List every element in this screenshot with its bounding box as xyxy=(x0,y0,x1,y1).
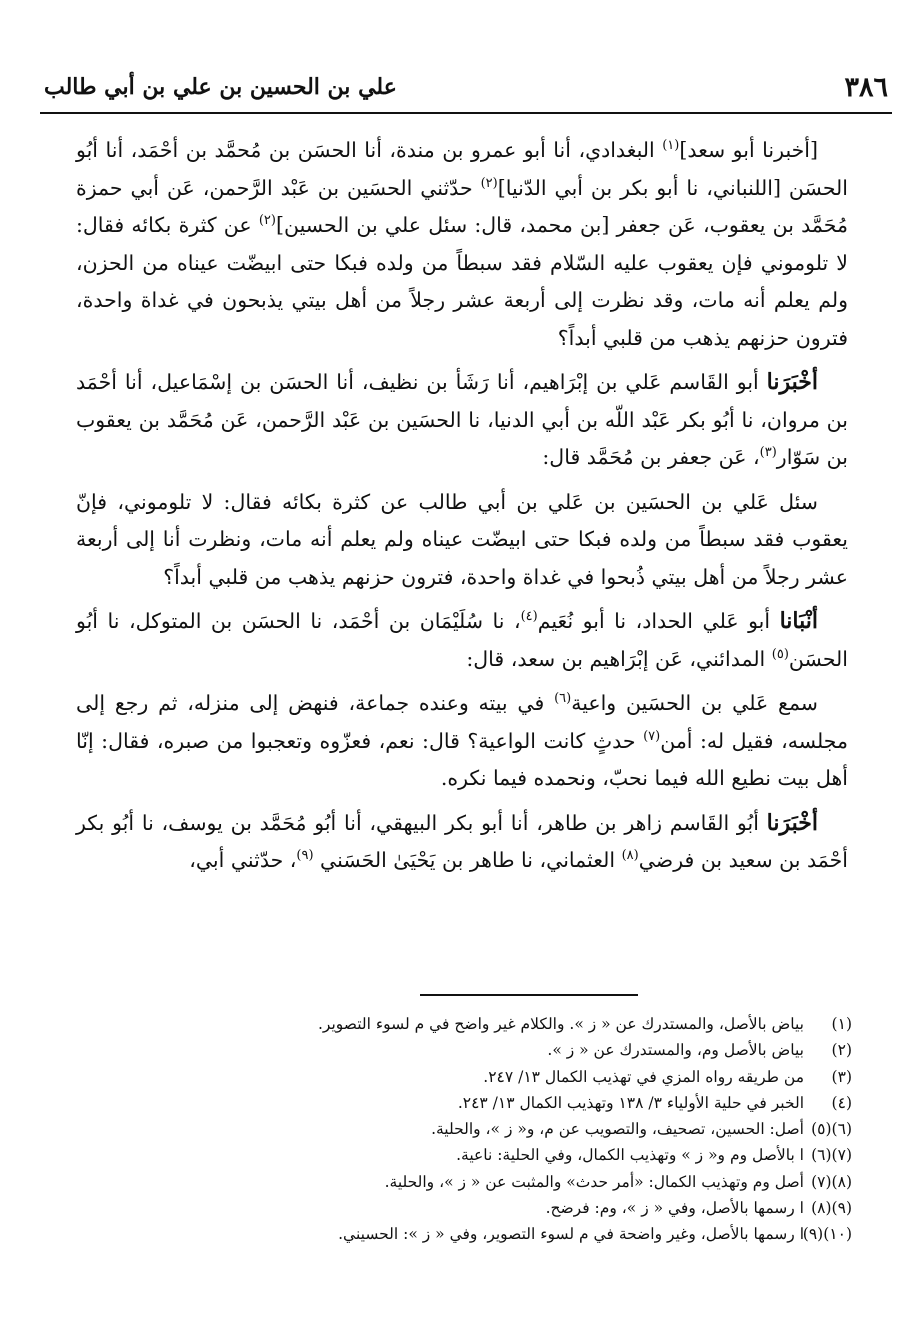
text-run: ، حدّثني أبي، xyxy=(189,848,297,872)
footnote xyxy=(132,1011,852,1037)
chain-lead-word: أخْبَرَنا xyxy=(766,809,818,836)
footnote-ref: (٤) xyxy=(520,609,538,625)
footnote-number: (٨)(٧) xyxy=(811,1172,852,1191)
main-text xyxy=(76,132,848,887)
footnote-number: (٢) xyxy=(831,1041,852,1060)
footnote-number: (٧)(٦) xyxy=(811,1146,852,1165)
text-run: حدثٍ كانت الواعية؟ قال: نعم، فعزّوه وتعجبوا من صبره، فقال: إنّا أهل بيت نطيع الله فيما نحبّ، ونحمده فيما نكره. xyxy=(76,728,848,790)
page-number: ٣٨٦ xyxy=(844,72,888,103)
footnote-text: ا رسمها بالأصل، وغير واضحة في م لسوء التصوير، وفي « ز »: الحسيني. xyxy=(338,1225,804,1244)
footnote-ref: (٦) xyxy=(554,691,572,707)
text-run: حدّثني الحسَين بن عَبْد الرَّحمن، عَن أبي حمزة مُحَمَّد بن يعقوب، عَن جعفر [بن محمد، قال: سئل علي بن الحسين] xyxy=(76,175,848,237)
text-run: في بيته وعنده جماعة، فنهض إلى منزله، ثم رجع إلى مجلسه، فقيل له: أمن xyxy=(76,691,848,753)
text-run: أبو عَلي الحداد، نا أبو نُعَيم xyxy=(537,609,780,633)
footnote-text: ا رسمها بالأصل، وفي « ز »، وم: فرضح. xyxy=(545,1199,804,1218)
text-run: ، عَن جعفر بن مُحَمَّد قال: xyxy=(542,445,760,469)
footnote-text: أصل: الحسين، تصحيف، والتصويب عن م، و« ز »، والحلية. xyxy=(431,1120,804,1139)
text-run: المدائني، عَن إبْرَاهيم بن سعد، قال: xyxy=(466,646,772,671)
paragraph xyxy=(76,132,848,357)
footnote xyxy=(132,1116,852,1142)
text-run: أبو القَاسم عَلي بن إبْرَاهيم، أنا رَشَأ بن نظيف، أنا الحسَن بن إسْمَاعيل، أنا أحْمَد بن مروان، نا أبُو بكر عَبْد اللّه بن أبي الدنيا، نا الحسَين بن عَبْد الرَّحمن، عَن مُحَمَّد بن يعقوب بن سَوّار xyxy=(76,370,848,469)
footnote-ref: (٥) xyxy=(771,646,789,662)
footnote-ref: (٧) xyxy=(643,728,661,744)
footnote-number: (١٠)(٩) xyxy=(802,1225,852,1244)
text-run: سمع عَلي بن الحسَين واعية xyxy=(571,691,818,715)
footnote-ref: (٢) xyxy=(480,175,498,191)
footnote-number: (١) xyxy=(831,1015,852,1033)
footnote-number: (٤) xyxy=(831,1093,852,1112)
page-header xyxy=(40,62,892,114)
footnote-ref: (٩) xyxy=(296,848,314,864)
chain-lead-word: أخْبَرَنا xyxy=(766,369,818,395)
footnote-number: (٦)(٥) xyxy=(811,1120,852,1139)
footnote xyxy=(132,1090,852,1116)
footnote xyxy=(132,1221,852,1247)
footnote xyxy=(132,1142,852,1168)
paragraph xyxy=(76,603,848,678)
paragraph xyxy=(76,484,848,597)
chain-lead-word: أنْبَانا xyxy=(779,608,818,634)
text-run: العثماني، نا طاهر بن يَحْيَىٰ الحَسَني xyxy=(313,848,622,872)
footnote-text: من طريقه رواه المزي في تهذيب الكمال ١٣/ ٢٤٧. xyxy=(483,1067,804,1086)
footnote-ref: (٨) xyxy=(621,848,639,864)
footnote xyxy=(132,1195,852,1221)
text-run: [أخبرنا أبو سعد] xyxy=(679,138,818,162)
footnote xyxy=(132,1169,852,1195)
footnote-ref: (٣) xyxy=(759,445,777,461)
paragraph xyxy=(76,364,848,477)
footnote-text: ا بالأصل وم و« ز » وتهذيب الكمال، وفي الحلية: ناعية. xyxy=(456,1146,804,1165)
text-run: ، نا سُلَيْمَان بن أحْمَد، نا الحسَن بن المتوكل، نا أبُو الحسَن xyxy=(76,609,848,671)
footnote-ref: (٢) xyxy=(258,213,276,229)
footnote-text: بياض بالأصل، والمستدرك عن « ز ». والكلام غير واضح في م لسوء التصوير. xyxy=(317,1015,804,1033)
footnote-number: (٩)(٨) xyxy=(811,1199,852,1218)
text-run: البغدادي، أنا أبو عمرو بن مندة، أنا الحسَن بن مُحمَّد بن أحْمَد، أنا أبُو الحسَن [اللنباني، نا أبو بكر بن أبي الدّنيا] xyxy=(76,138,849,200)
paragraph xyxy=(76,685,848,798)
text-run: سئل عَلي بن الحسَين بن عَلي بن أبي طالب عن كثرة بكائه فقال: لا تلوموني، فإنّ يعقوب فقد سبطاً من ولده فبكا حتى ابيضّت عيناه ولم يعلم أنه مات، ونظرت أنا إلى أربعة عشر رجلاً من أهل بيتي ذُبحوا في غداة واحدة، فترون حزنهم يذهب من قلبي أبداً؟ xyxy=(76,489,848,589)
footnotes xyxy=(132,1011,852,1248)
footnote-text: الخبر في حلية الأولياء ٣/ ١٣٨ وتهذيب الكمال ١٣/ ٢٤٣. xyxy=(457,1093,804,1112)
text-run: عن كثرة بكائه فقال: لا تلوموني فإن يعقوب عليه السّلام فقد سبطاً من ولده فبكا حتى ابيضّت عيناه من الحزن، ولم يعلم أنه مات، وقد نظرت إلى أربعة عشر رجلاً من أهل بيتي يذبحون في غداة واحدة، فترون حزنهم يذهب من قلبي أبداً؟ xyxy=(76,213,848,350)
footnote xyxy=(132,1037,852,1063)
text-run: أبُو القَاسم زاهر بن طاهر، أنا أبو بكر البيهقي، أنا أبُو مُحَمَّد بن يوسف، نا أبُو بكر أحْمَد بن سعيد بن فرضي xyxy=(76,810,848,872)
paragraph xyxy=(76,805,848,880)
footnote-number: (٣) xyxy=(831,1067,852,1086)
footnote xyxy=(132,1064,852,1090)
footnote-divider xyxy=(420,994,638,996)
footnote-text: أصل وم وتهذيب الكمال: «أمر حدث» والمثبت عن « ز »، والحلية. xyxy=(384,1172,804,1191)
running-title: علي بن الحسين بن علي بن أبي طالب xyxy=(44,74,397,100)
footnote-ref: (١) xyxy=(662,138,680,154)
footnote-text: بياض بالأصل وم، والمستدرك عن « ز ». xyxy=(547,1041,804,1060)
